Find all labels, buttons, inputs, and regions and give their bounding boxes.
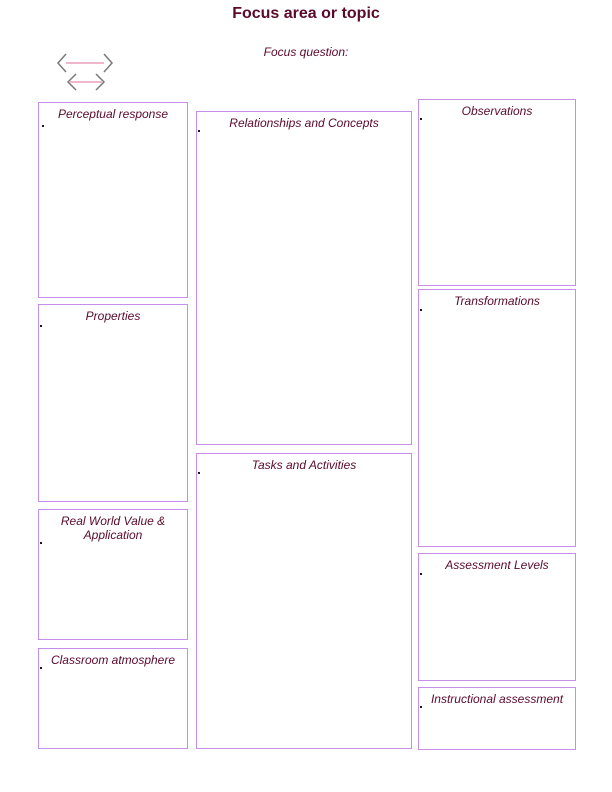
assessment-levels-box[interactable] <box>418 553 576 681</box>
bullet-marker <box>42 125 44 127</box>
focus-question-label: Focus question: <box>263 45 349 59</box>
vee-diagram-icon <box>54 52 116 94</box>
properties-heading: Properties <box>85 309 141 323</box>
bullet-marker <box>420 573 422 575</box>
bullet-marker <box>40 542 42 544</box>
relationships-concepts-box[interactable] <box>196 111 412 445</box>
observations-box[interactable] <box>418 99 576 286</box>
observations-heading: Observations <box>461 104 533 118</box>
real-world-value-heading: Real World Value & Application <box>60 514 166 542</box>
real-world-value-box[interactable] <box>38 509 188 640</box>
transformations-box[interactable] <box>418 289 576 547</box>
bullet-marker <box>420 118 422 120</box>
assessment-levels-heading: Assessment Levels <box>445 558 549 572</box>
classroom-atmosphere-heading: Classroom atmosphere <box>50 653 176 667</box>
bullet-marker <box>420 309 422 311</box>
perceptual-response-box[interactable] <box>38 102 188 298</box>
tasks-activities-box[interactable] <box>196 453 412 749</box>
properties-box[interactable] <box>38 304 188 502</box>
transformations-heading: Transformations <box>454 294 540 308</box>
bullet-marker <box>420 706 422 708</box>
classroom-atmosphere-box[interactable] <box>38 648 188 749</box>
relationships-concepts-heading: Relationships and Concepts <box>229 116 379 130</box>
bullet-marker <box>40 667 42 669</box>
bullet-marker <box>198 472 200 474</box>
page-title: Focus area or topic <box>232 5 380 22</box>
instructional-assessment-heading: Instructional assessment <box>430 692 564 706</box>
bullet-marker <box>198 130 200 132</box>
bullet-marker <box>40 325 42 327</box>
perceptual-response-heading: Perceptual response <box>57 107 169 121</box>
tasks-activities-heading: Tasks and Activities <box>251 458 357 472</box>
instructional-assessment-box[interactable] <box>418 687 576 750</box>
